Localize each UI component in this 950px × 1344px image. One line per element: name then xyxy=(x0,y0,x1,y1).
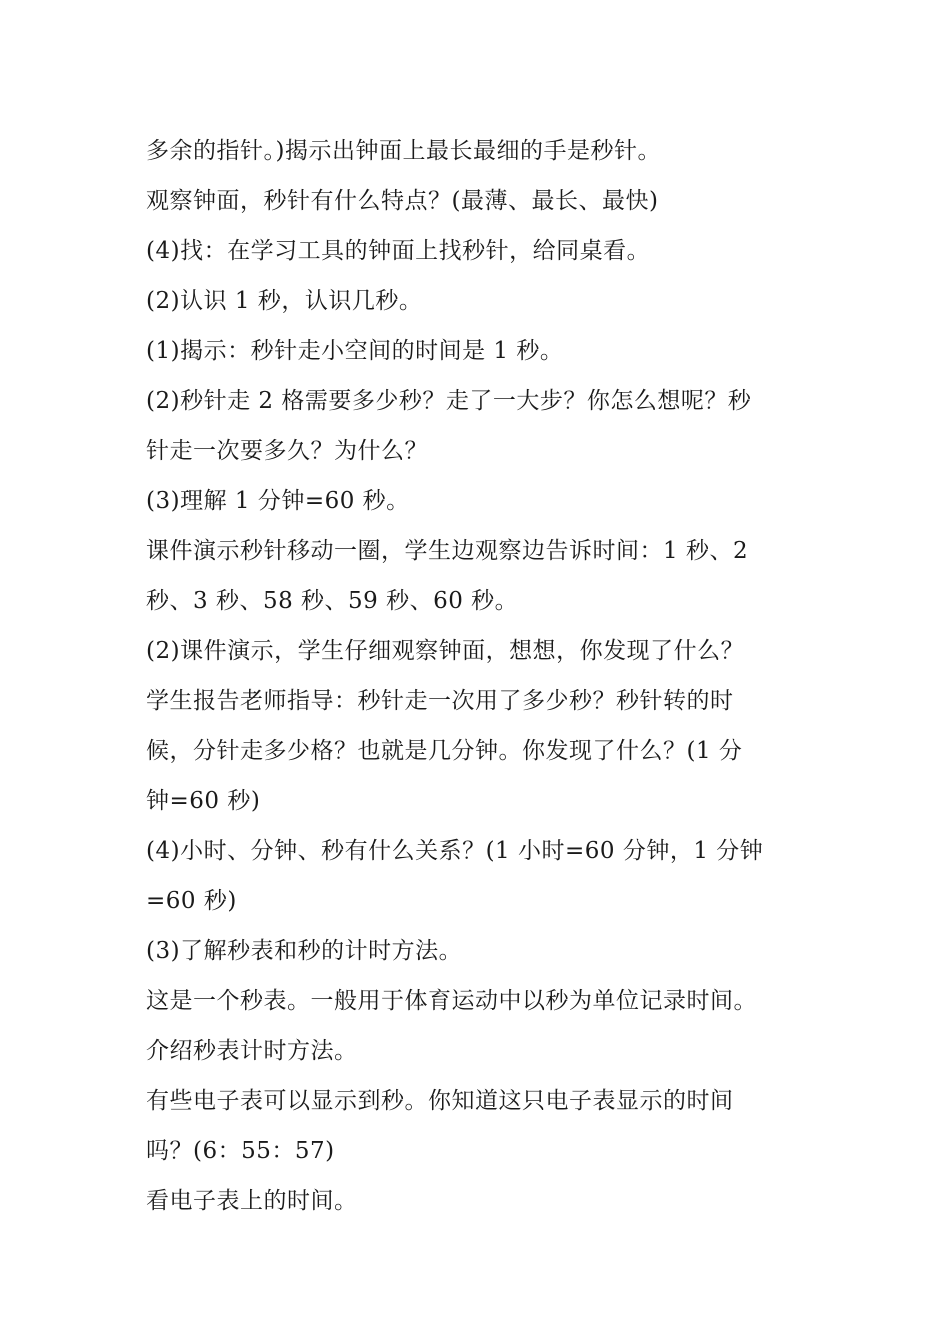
text-line: 钟=60 秒) xyxy=(146,788,261,814)
text-line: =60 秒) xyxy=(146,888,237,914)
text-line: (4)小时、分钟、秒有什么关系？(1 小时=60 分钟，1 分钟 xyxy=(146,838,764,864)
text-line: 秒、3 秒、58 秒、59 秒、60 秒。 xyxy=(146,588,519,614)
text-line: 介绍秒表计时方法。 xyxy=(146,1038,358,1064)
text-line: (2)课件演示，学生仔细观察钟面，想想，你发现了什么？ xyxy=(146,638,745,664)
text-line: 有些电子表可以显示到秒。你知道这只电子表显示的时间 xyxy=(146,1088,734,1114)
text-line: (1)揭示：秒针走小空间的时间是 1 秒。 xyxy=(146,338,564,364)
text-line: (2)秒针走 2 格需要多少秒？走了一大步？你怎么想呢？秒 xyxy=(146,388,752,414)
text-line: 候，分针走多少格？也就是几分钟。你发现了什么？(1 分 xyxy=(146,738,743,764)
text-line: 看电子表上的时间。 xyxy=(146,1188,358,1214)
text-line: (3)了解秒表和秒的计时方法。 xyxy=(146,938,463,964)
text-line: (2)认识 1 秒，认识几秒。 xyxy=(146,288,423,314)
text-line: 课件演示秒针移动一圈，学生边观察边告诉时间：1 秒、2 xyxy=(146,538,749,564)
text-line: 观察钟面，秒针有什么特点？(最薄、最长、最快) xyxy=(146,188,659,214)
text-line: (3)理解 1 分钟=60 秒。 xyxy=(146,488,410,514)
text-line: (4)找：在学习工具的钟面上找秒针，给同桌看。 xyxy=(146,238,651,264)
text-line: 针走一次要多久？为什么？ xyxy=(146,438,428,464)
text-line: 吗？(6：55：57) xyxy=(146,1138,335,1164)
text-line: 多余的指针。)揭示出钟面上最长最细的手是秒针。 xyxy=(146,138,661,164)
text-line: 学生报告老师指导：秒针走一次用了多少秒？秒针转的时 xyxy=(146,688,734,714)
document-body xyxy=(146,126,814,1226)
text-line: 这是一个秒表。一般用于体育运动中以秒为单位记录时间。 xyxy=(146,988,757,1014)
